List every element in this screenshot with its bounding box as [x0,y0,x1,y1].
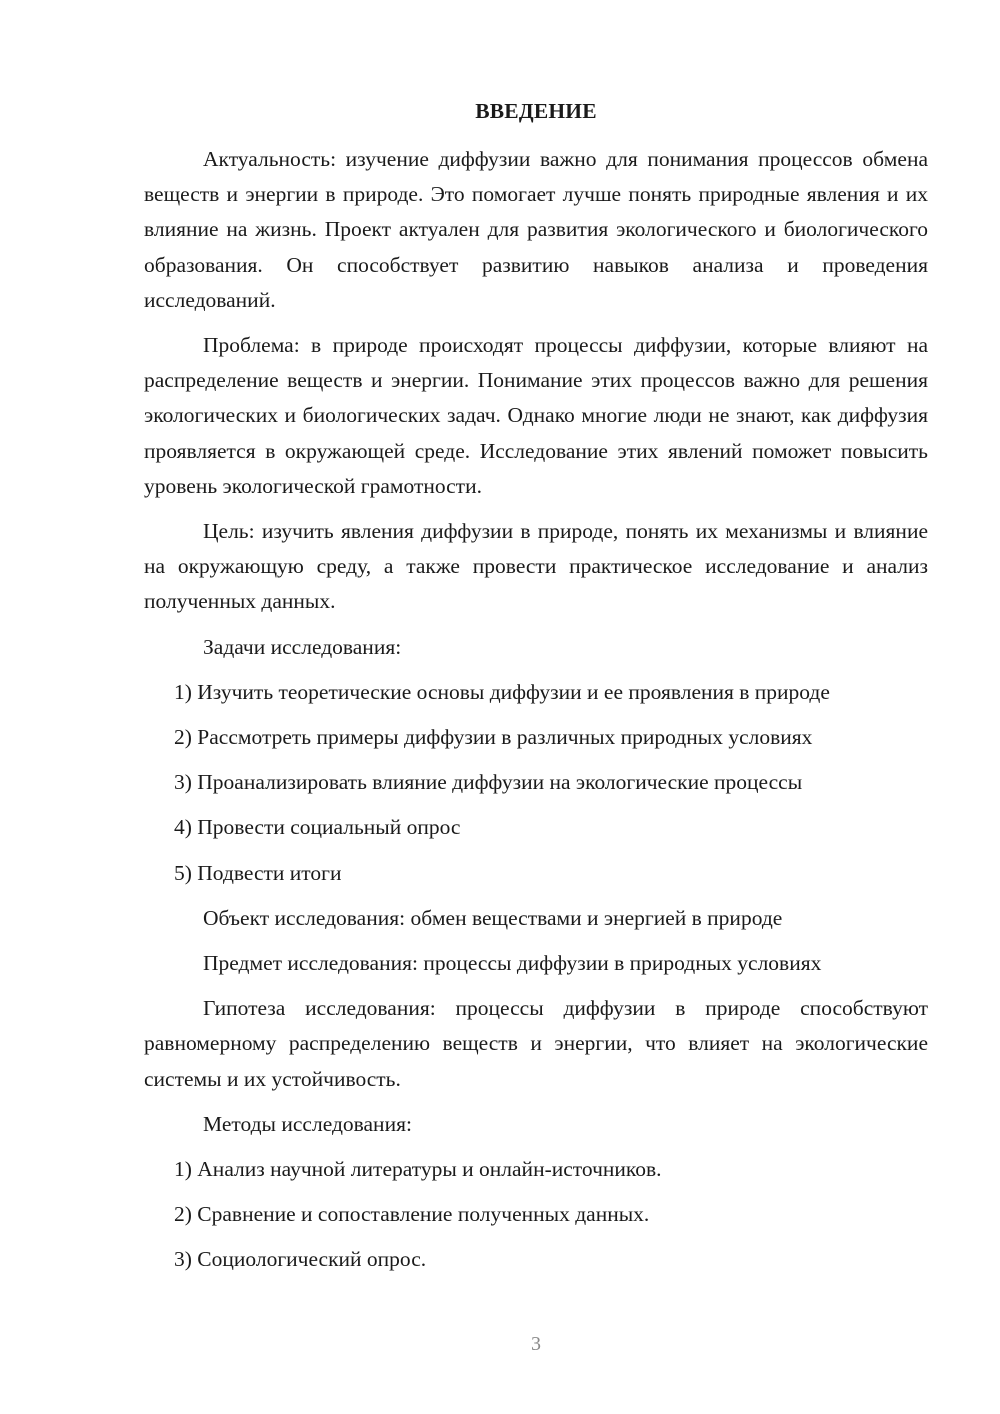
object-line: Объект исследования: обмен веществами и энергией в природе [203,905,783,930]
method-item: 2) Сравнение и сопоставление полученных данных. [174,1202,650,1227]
page-title: ВВЕДЕНИЕ [475,99,597,123]
document-page [144,92,928,1288]
task-item: 4) Провести социальный опрос [174,815,461,840]
task-item: 5) Подвести итоги [174,860,342,885]
task-item: 2) Рассмотреть примеры диффузии в различных природных условиях [174,725,813,750]
task-item: 3) Проанализировать влияние диффузии на экологические процессы [174,770,803,795]
relevance-paragraph: Актуальность: изучение диффузии важно для понимания процессов обмена веществ и энергии в природе. Это помогает лучше понять природные явления и их влияние на жизнь. Проект актуален для развития экологического и биологического образования. Он способствует развитию навыков анализа и проведения исследований. [144,147,928,312]
tasks-heading: Задачи исследования: [203,634,402,659]
page-number: 3 [531,1333,541,1355]
goal-paragraph: Цель: изучить явления диффузии в природе, понять их механизмы и влияние на окружающую среду, а также провести практическое исследование и анализ полученных данных. [144,519,928,614]
methods-heading: Методы исследования: [203,1111,412,1136]
method-item: 3) Социологический опрос. [174,1247,427,1272]
subject-line: Предмет исследования: процессы диффузии в природных условиях [203,951,822,976]
method-item: 1) Анализ научной литературы и онлайн-источников. [174,1157,662,1182]
task-item: 1) Изучить теоретические основы диффузии и ее проявления в природе [174,679,830,704]
problem-paragraph: Проблема: в природе происходят процессы диффузии, которые влияют на распределение веществ и энергии. Понимание этих процессов важно для решения экологических и биологических задач. Однако многие люди не знают, как диффузия проявляется в окружающей среде. Исследование этих явлений поможет повысить уровень экологической грамотности. [144,333,928,498]
hypothesis-paragraph: Гипотеза исследования: процессы диффузии в природе способствуют равномерному распределению веществ и энергии, что влияет на экологические системы и их устойчивость. [144,996,928,1091]
